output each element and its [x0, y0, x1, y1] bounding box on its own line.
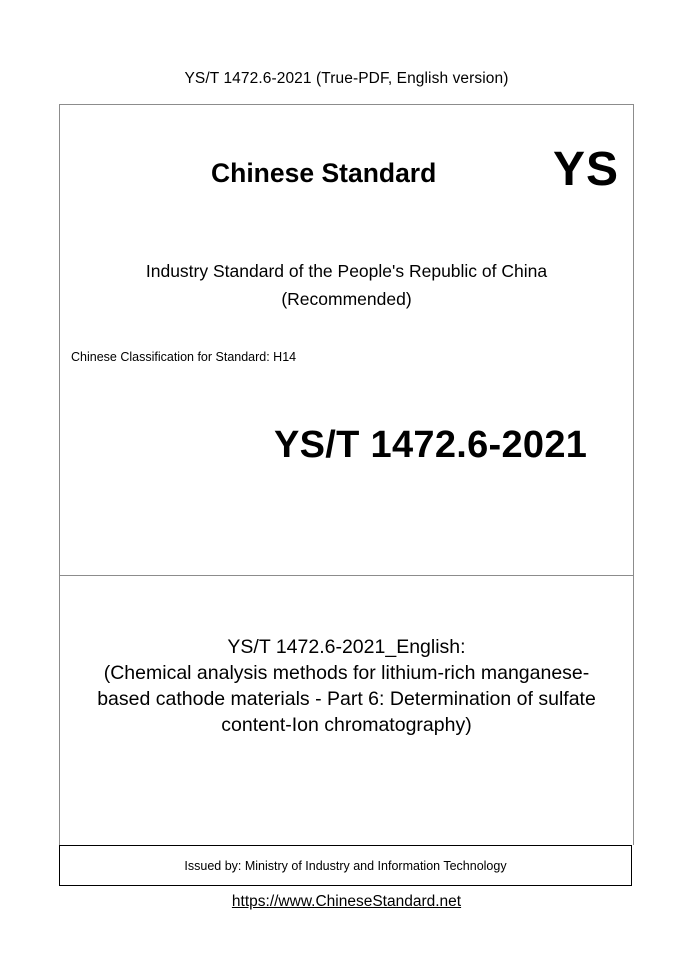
title-line-1: YS/T 1472.6-2021_English: [227, 636, 466, 658]
classification-label: Chinese Classification for Standard: H14 [71, 350, 297, 364]
title-line-4: content-Ion chromatography) [221, 714, 472, 736]
standard-number: YS/T 1472.6-2021 [274, 424, 588, 466]
page-header: YS/T 1472.6-2021 (True-PDF, English version) [184, 70, 509, 87]
industry-line-2: (Recommended) [281, 289, 412, 309]
title-line-3: based cathode materials - Part 6: Determination of sulfate [97, 688, 596, 710]
brand-code: YS [553, 143, 620, 196]
issuer-text: Issued by: Ministry of Industry and Information Technology [184, 858, 507, 873]
title-line-2: (Chemical analysis methods for lithium-rich manganese- [103, 662, 590, 684]
issuer-box [59, 845, 632, 886]
industry-standard-label [0, 257, 693, 313]
document-title [0, 634, 693, 738]
industry-line-1: Industry Standard of the People's Republic of China [145, 261, 548, 281]
website-link[interactable]: https://www.ChineseStandard.net [231, 893, 462, 910]
brand-title: Chinese Standard [211, 158, 437, 188]
